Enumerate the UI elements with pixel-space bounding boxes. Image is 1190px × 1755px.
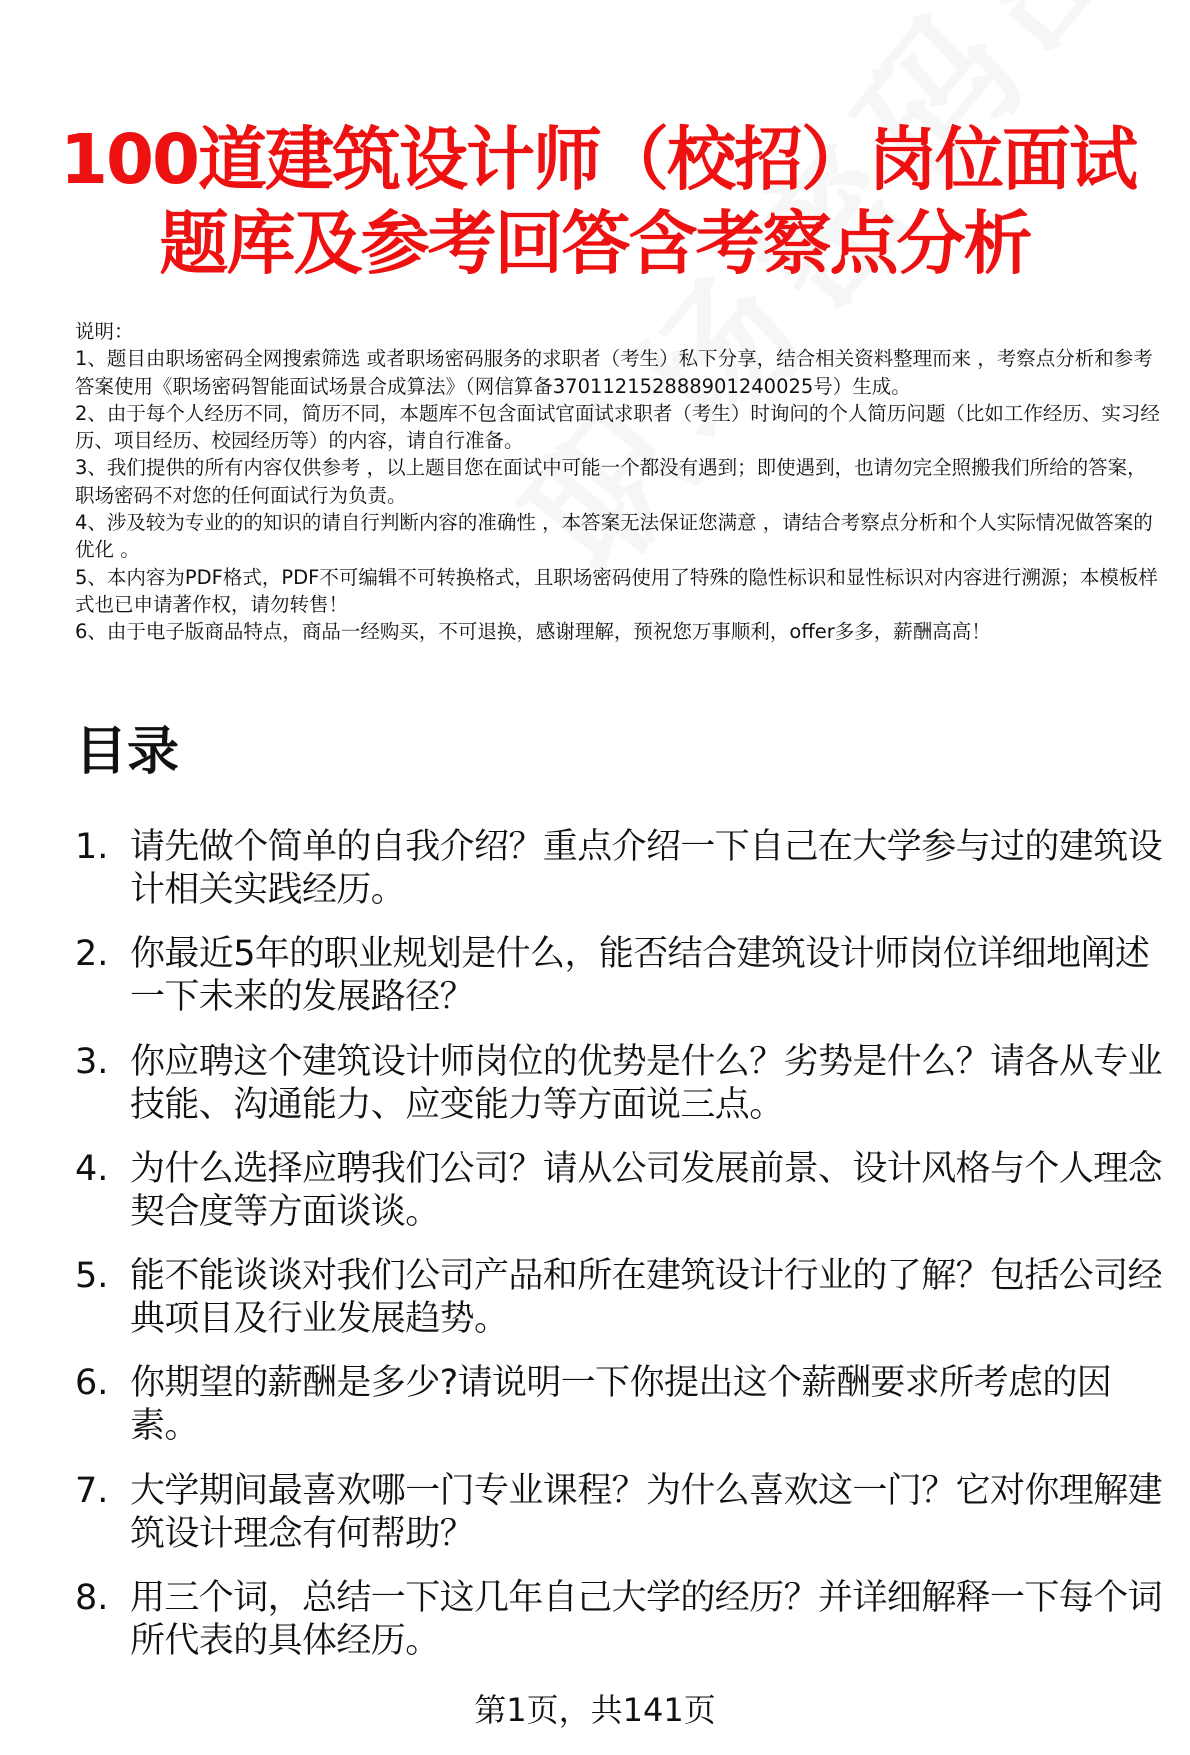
note-item-5: 5、本内容为PDF格式，PDF不可编辑不可转换格式，且职场密码使用了特殊的隐性标识和显性标识对内容进行溯源；本模板样式也已申请著作权，请勿转售！ — [75, 565, 1158, 616]
toc-item-number: 8. — [75, 1578, 109, 1619]
toc-item-3[interactable] — [75, 1041, 1175, 1127]
toc-item-number: 7. — [75, 1470, 109, 1511]
toc-item-7[interactable] — [75, 1470, 1175, 1556]
toc-item-text: 能不能谈谈对我们公司产品和所在建筑设计行业的了解？包括公司经典项目及行业发展趋势。 — [130, 1256, 1163, 1340]
toc-item-number: 5. — [75, 1256, 109, 1297]
toc-item-text: 大学期间最喜欢哪一门专业课程？为什么喜欢这一门？它对你理解建筑设计理念有何帮助？ — [130, 1470, 1163, 1554]
toc-item-text: 用三个词，总结一下这几年自己大学的经历？并详细解释一下每个词所代表的具体经历。 — [130, 1578, 1163, 1662]
note-item-2: 2、由于每个人经历不同，简历不同，本题库不包含面试官面试求职者（考生）时询问的个人简历问题（比如工作经历、实习经历、项目经历、校园经历等）的内容，请自行准备。 — [75, 401, 1160, 453]
note-item-1: 1、题目由职场密码全网搜索筛选 或者职场密码服务的求职者（考生）私下分享，结合相关资料整理而来 ，考察点分析和参考答案使用《职场密码智能面试场景合成算法》（网信算备370112152888901240025号）生成。 — [75, 347, 1153, 398]
note-item-6: 6、由于电子版商品特点，商品一经购买，不可退换，感谢理解，预祝您万事顺利，offer多多，薪酬高高！ — [75, 620, 991, 644]
toc-list — [75, 826, 1175, 1684]
toc-item-number: 3. — [75, 1041, 109, 1082]
note-item-4: 4、涉及较为专业的的知识的请自行判断内容的准确性 ，本答案无法保证您满意 ，请结合考察点分析和个人实际情况做答案的优化 。 — [75, 511, 1153, 562]
toc-item-number: 4. — [75, 1148, 109, 1189]
toc-item-4[interactable] — [75, 1148, 1175, 1234]
toc-item-8[interactable] — [75, 1577, 1175, 1663]
toc-item-number: 1. — [75, 827, 109, 867]
note-item-3: 3、我们提供的所有内容仅供参考 ，以上题目您在面试中可能一个都没有遇到；即使遇到，也请勿完全照搬我们所给的答案，职场密码不对您的任何面试行为负责。 — [75, 456, 1147, 507]
toc-item-text: 为什么选择应聘我们公司？请从公司发展前景、设计风格与个人理念契合度等方面谈谈。 — [130, 1148, 1163, 1232]
title-line-2: 题库及参考回答含考察点分析 — [159, 204, 1031, 284]
toc-item-text: 你应聘这个建筑设计师岗位的优势是什么？劣势是什么？请各从专业技能、沟通能力、应变能力等方面说三点。 — [130, 1041, 1163, 1125]
toc-heading: 目录 — [75, 722, 180, 782]
toc-item-number: 6. — [75, 1363, 109, 1404]
toc-item-2[interactable] — [75, 933, 1175, 1019]
toc-item-6[interactable] — [75, 1362, 1175, 1448]
toc-item-text: 请先做个简单的自我介绍？重点介绍一下自己在大学参与过的建筑设计相关实践经历。 — [130, 827, 1163, 910]
notes-section — [75, 318, 1165, 646]
toc-item-number: 2. — [75, 934, 109, 975]
toc-item-text: 你最近5年的职业规划是什么，能否结合建筑设计师岗位详细地阐述一下未来的发展路径？ — [130, 934, 1150, 1018]
document-title — [60, 118, 1137, 286]
notes-label: 说明： — [75, 320, 134, 343]
title-line-1: 100道建筑设计师（校招）岗位面试 — [60, 120, 1137, 200]
page-footer: 第1页，共141页 — [474, 1691, 716, 1729]
toc-item-text: 你期望的薪酬是多少?请说明一下你提出这个薪酬要求所考虑的因素。 — [130, 1363, 1112, 1447]
toc-item-5[interactable] — [75, 1255, 1175, 1341]
toc-item-1[interactable] — [75, 826, 1175, 912]
